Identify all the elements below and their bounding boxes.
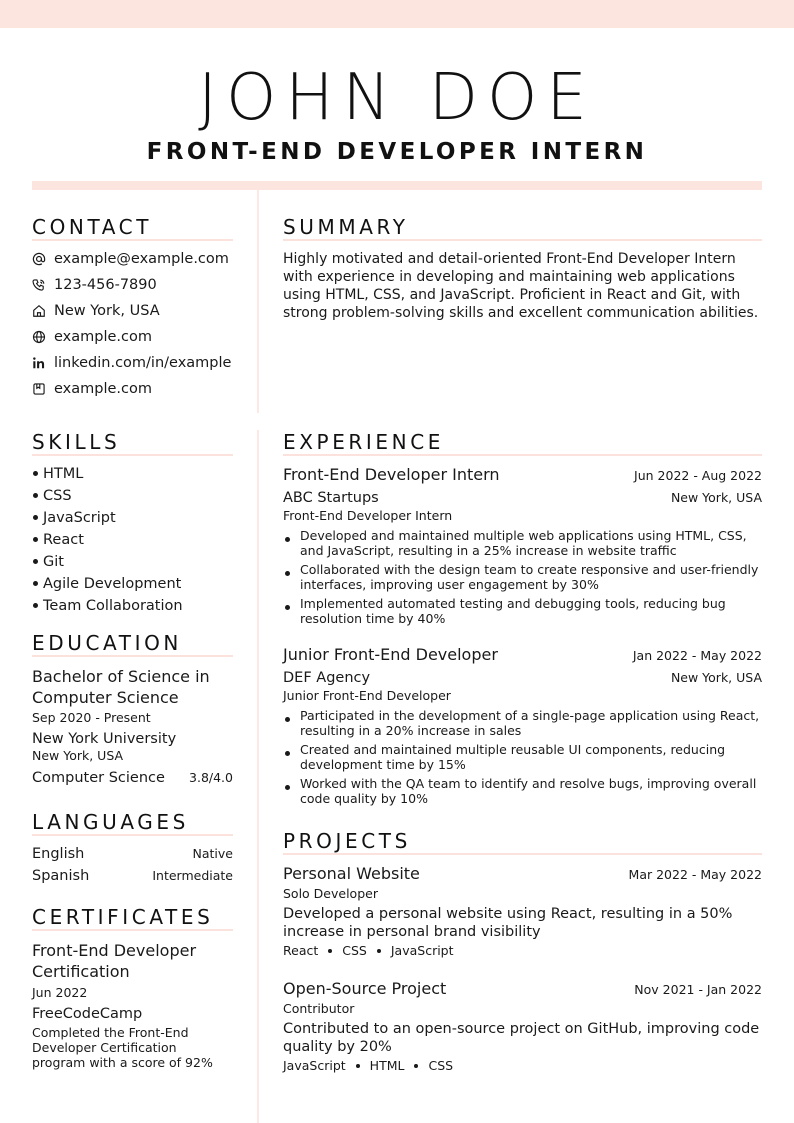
- project-tag: JavaScript: [283, 1058, 346, 1073]
- contact-website-text: example.com: [54, 329, 152, 345]
- project-entry: [283, 978, 762, 1075]
- project-tag: React: [283, 943, 319, 958]
- education-degree: Bachelor of Science in Computer Science: [32, 667, 210, 707]
- skills-heading: SKILLS: [32, 430, 121, 454]
- contact-blog[interactable]: [32, 376, 233, 402]
- job-company: DEF Agency: [283, 670, 371, 686]
- project-description: Contributed to an open-source project on GitHub, improving code quality by 20%: [283, 1021, 760, 1055]
- job-dates: Jan 2022 - May 2022: [632, 648, 762, 663]
- project-name: Personal Website: [283, 864, 420, 883]
- job-title: Front-End Developer Intern: [283, 465, 500, 484]
- contact-linkedin[interactable]: [32, 350, 233, 376]
- project-header: [283, 978, 762, 1000]
- job-bullet: Collaborated with the design team to create responsive and user-friendly interfaces, improving user engagement by 30%: [283, 562, 762, 592]
- candidate-role: FRONT-END DEVELOPER INTERN: [146, 139, 648, 165]
- skill-item: Agile Development: [32, 573, 233, 595]
- education-field: Computer Science: [32, 770, 165, 786]
- job-bullet: Created and maintained multiple reusable UI components, reducing development time by 15%: [283, 742, 762, 772]
- certificate-entry: [32, 940, 233, 1070]
- job-role: Front-End Developer Intern: [283, 508, 453, 523]
- job-company-row: [283, 667, 762, 689]
- language-name: Spanish: [32, 868, 90, 884]
- job-bullet: Participated in the development of a single-page application using React, resulting in a 20% increase in sales: [283, 708, 762, 738]
- language-level: Native: [192, 846, 233, 861]
- project-header: [283, 863, 762, 885]
- projects-rule: [283, 853, 762, 855]
- job-location: New York, USA: [670, 490, 762, 505]
- job-role: Junior Front-End Developer: [283, 688, 451, 703]
- skill-item: HTML: [32, 463, 233, 485]
- job-bullets: [283, 528, 762, 626]
- job-bullet: Implemented automated testing and debugging tools, reducing bug resolution time by 40%: [283, 596, 762, 626]
- contact-blog-text: example.com: [54, 381, 152, 397]
- project-tags: [283, 1057, 762, 1075]
- contact-phone-text: 123-456-7890: [54, 277, 157, 293]
- contact-email-text: example@example.com: [54, 251, 229, 267]
- languages-rule: [32, 834, 233, 836]
- job-header: [283, 644, 762, 666]
- skill-item: React: [32, 529, 233, 551]
- contact-location-text: New York, USA: [54, 303, 160, 319]
- certificate-issuer: FreeCodeCamp: [32, 1006, 143, 1022]
- project-role: Contributor: [283, 1001, 355, 1016]
- contact-list: [32, 246, 233, 402]
- project-tag: HTML: [369, 1058, 405, 1073]
- contact-location: [32, 298, 233, 324]
- job-bullet: Worked with the QA team to identify and resolve bugs, improving overall code quality by 10%: [283, 776, 762, 806]
- summary-text: Highly motivated and detail-oriented Front-End Developer Intern with experience in developing and maintaining web applications using HTML, CSS, and JavaScript. Proficient in React and Git, with strong problem-solving skills and excellent communication abilities.: [283, 251, 759, 321]
- skill-item: Team Collaboration: [32, 595, 233, 617]
- language-row: [32, 865, 233, 887]
- home-icon: [32, 304, 54, 318]
- certificate-description: Completed the Front-End Developer Certification program with a score of 92%: [32, 1025, 213, 1070]
- project-dates: Nov 2021 - Jan 2022: [634, 982, 762, 997]
- skill-item: Git: [32, 551, 233, 573]
- education-heading: EDUCATION: [32, 631, 182, 655]
- phone-icon: [32, 278, 54, 292]
- job-bullets: [283, 708, 762, 806]
- education-dates: Sep 2020 - Present: [32, 710, 151, 725]
- column-divider-bottom: [257, 430, 259, 1123]
- job-location: New York, USA: [670, 670, 762, 685]
- job-header: [283, 464, 762, 486]
- contact-linkedin-text: linkedin.com/in/example: [54, 355, 232, 371]
- certificate-name: Front-End Developer Certification: [32, 941, 197, 981]
- job-bullet: Developed and maintained multiple web applications using HTML, CSS, and JavaScript, resulting in a 25% increase in website traffic: [283, 528, 762, 558]
- experience-job: [283, 464, 762, 630]
- education-field-row: [32, 767, 233, 789]
- job-title: Junior Front-End Developer: [283, 645, 498, 664]
- education-rule: [32, 655, 233, 657]
- contact-phone[interactable]: [32, 272, 233, 298]
- experience-heading: EXPERIENCE: [283, 430, 445, 454]
- blog-icon: [32, 382, 54, 396]
- skill-item: CSS: [32, 485, 233, 507]
- project-name: Open-Source Project: [283, 979, 447, 998]
- project-tag: JavaScript: [390, 943, 454, 958]
- language-level: Intermediate: [152, 868, 233, 883]
- top-accent-bar: [0, 0, 794, 28]
- contact-email[interactable]: [32, 246, 233, 272]
- summary-heading: SUMMARY: [283, 215, 409, 239]
- contact-heading: CONTACT: [32, 215, 153, 239]
- candidate-name: JOHN DOE: [198, 61, 596, 135]
- project-tag: CSS: [342, 943, 367, 958]
- project-role: Solo Developer: [283, 886, 378, 901]
- certificates-rule: [32, 929, 233, 931]
- language-row: [32, 843, 233, 865]
- certificates-heading: CERTIFICATES: [32, 905, 214, 929]
- experience-job: [283, 644, 762, 810]
- header-divider: [32, 181, 762, 190]
- education-school: New York University: [32, 731, 177, 747]
- education-gpa: 3.8/4.0: [189, 770, 233, 785]
- certificate-date: Jun 2022: [32, 985, 88, 1000]
- experience-rule: [283, 454, 762, 456]
- contact-rule: [32, 239, 233, 241]
- project-description: Developed a personal website using React, resulting in a 50% increase in personal brand visibility: [283, 906, 733, 940]
- skills-rule: [32, 454, 233, 456]
- job-dates: Jun 2022 - Aug 2022: [634, 468, 762, 483]
- language-name: English: [32, 846, 85, 862]
- project-dates: Mar 2022 - May 2022: [628, 867, 762, 882]
- job-company-row: [283, 487, 762, 509]
- projects-heading: PROJECTS: [283, 829, 411, 853]
- project-tags: [283, 942, 762, 960]
- skill-item: JavaScript: [32, 507, 233, 529]
- linkedin-icon: [32, 356, 54, 370]
- column-divider-top: [257, 190, 259, 413]
- job-company: ABC Startups: [283, 490, 379, 506]
- project-entry: [283, 863, 762, 960]
- project-tag: CSS: [428, 1058, 454, 1073]
- skills-list: [32, 463, 233, 617]
- globe-icon: [32, 330, 54, 344]
- education-location: New York, USA: [32, 748, 124, 763]
- at-icon: [32, 252, 54, 266]
- education-entry: [32, 666, 233, 789]
- languages-heading: LANGUAGES: [32, 810, 189, 834]
- contact-website[interactable]: [32, 324, 233, 350]
- languages-list: [32, 843, 233, 887]
- summary-rule: [283, 239, 762, 241]
